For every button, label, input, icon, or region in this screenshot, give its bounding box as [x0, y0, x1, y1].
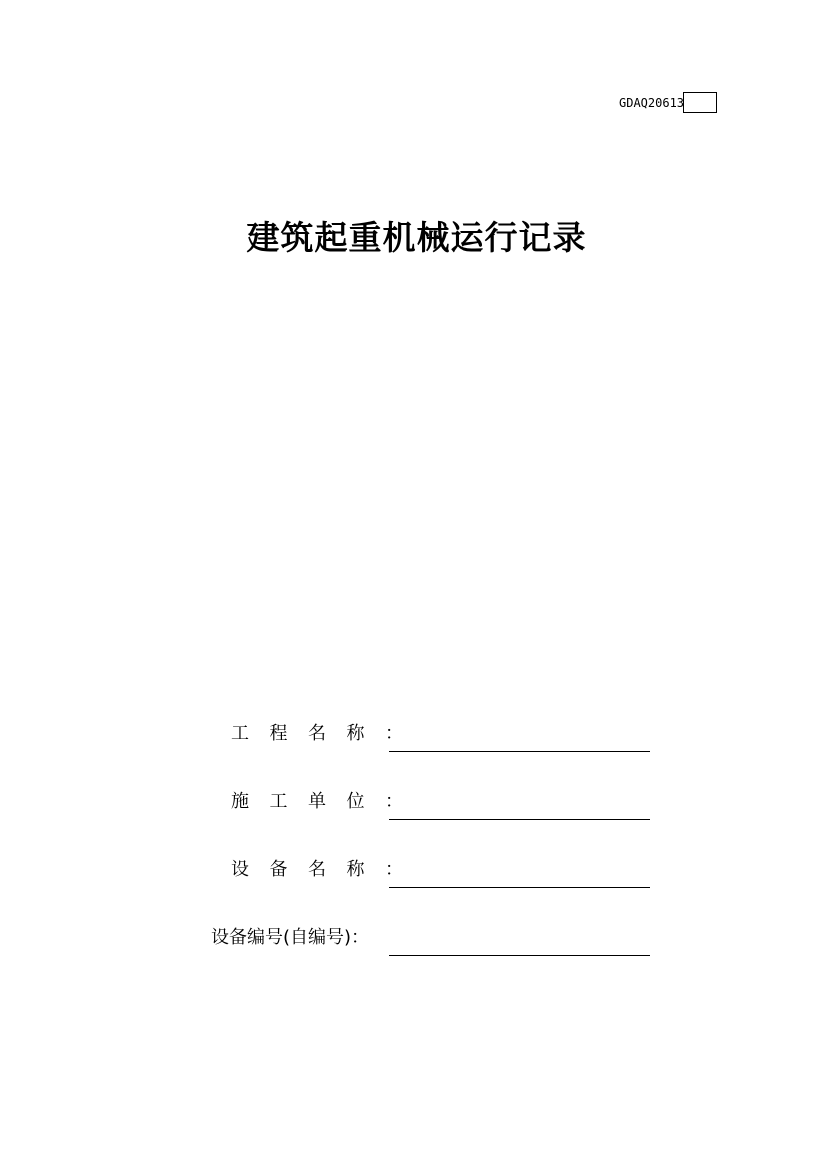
field-equipment-name-label: [231, 859, 403, 881]
field-label-text: 施工单位: [231, 791, 385, 812]
field-label-text: 设备编号(自编号): [211, 927, 352, 948]
field-colon: ：: [385, 723, 403, 744]
form-code-box[interactable]: [683, 92, 717, 113]
field-colon: ：: [385, 791, 403, 812]
field-construction-unit-line[interactable]: [389, 819, 650, 820]
field-construction-unit-label: [231, 791, 403, 813]
page-title: 建筑起重机械运行记录: [246, 218, 587, 257]
field-equipment-number-label: [211, 927, 369, 949]
field-equipment-name-line[interactable]: [389, 887, 650, 888]
field-equipment-number-line[interactable]: [389, 955, 650, 956]
field-label-text: 设备名称: [231, 859, 385, 880]
field-project-name-line[interactable]: [389, 751, 650, 752]
field-colon: ：: [385, 859, 403, 880]
form-code: GDAQ20613: [619, 96, 685, 110]
field-project-name-label: [231, 723, 403, 745]
field-label-text: 工程名称: [231, 723, 385, 744]
field-colon: ：: [351, 927, 370, 948]
